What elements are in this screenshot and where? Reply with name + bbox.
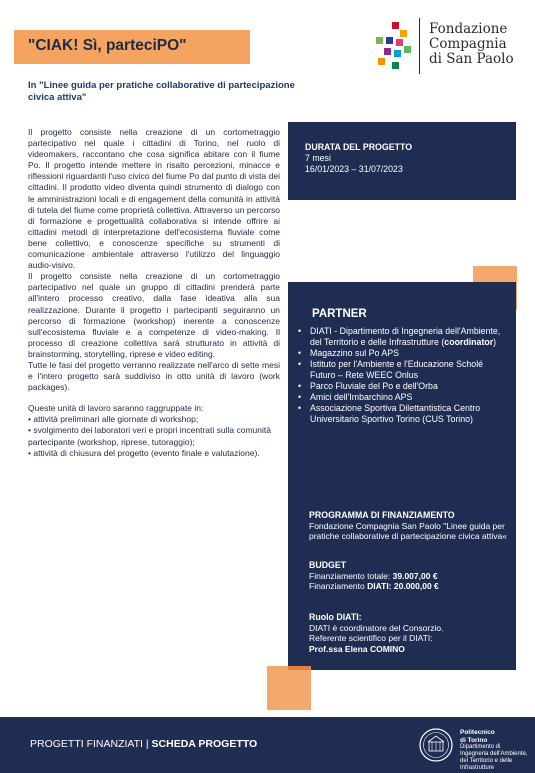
logo-line-3: di San Paolo	[429, 51, 514, 67]
partner-item: • DIATI - Dipartimento di Ingegneria dell'Ambiente, del Territorio e delle Infrastrutture (coordinator)	[296, 326, 510, 348]
logo-divider	[419, 18, 420, 74]
role-heading: Ruolo DIATI:	[309, 612, 362, 622]
footer-label: PROGETTI FINANZIATI | SCHEDA PROGETTO	[30, 738, 258, 750]
title-banner	[14, 30, 250, 64]
unit-item-4: • attività di chiusura del progetto (evento finale e valutazione).	[28, 447, 260, 458]
funding-section	[309, 510, 509, 542]
footer-bar	[0, 717, 535, 773]
duration-dates: 16/01/2023 – 31/07/2023	[305, 164, 403, 174]
role-line-2: Referente scientifico per il DIATI:	[309, 633, 433, 644]
description-paragraph-3: Tutte le fasi del progetto verranno realizzate nell'arco di sette mesi e l'intero progetto sarà suddiviso in otto unità di lavoro (work packages).	[28, 359, 280, 393]
partner-item: • Associazione Sportiva Dilettantistica Centro Universitario Sportivo Torino (CUS Torino)	[296, 403, 510, 425]
politecnico-seal-icon	[418, 727, 454, 763]
description-paragraph-1: Il progetto consiste nella creazione di un cortometraggio partecipativo nel quale i cittadini di Torino, nel ruolo di videomakers, raccontano che cosa significa abitare con il fiume Po. Il progetto intende mettere in risalto percezioni, minacce e riflessioni riguardanti l'uso civico del fiume Po dal punto di vista dei cittadini. Il prodotto video diventa quindi strumento di dialogo con le amministrazioni locali e di engagement della comunità in attività di tutela del fiume come proprietà collettiva. Attraverso un percorso di formazione e progettualità collaborativa si intende offrire ai cittadini metodi di interpretazione dell'ecosistema fluviale come bene collettivo, e conoscenze specifiche su strumenti di comunicazione ambientale attraverso l'utilizzo del linguaggio audio-visivo.	[28, 127, 280, 271]
partner-item: • Istituto per l'Ambiente e l'Educazione Scholé Futuro – Rete WEEC Onlus	[296, 359, 510, 381]
accent-square-bottom-light	[267, 666, 311, 710]
description-paragraph-2: Il progetto consiste nella creazione di un cortometraggio partecipativo nel quale un gruppo di cittadini prenderà parte all'intero processo creativo, dalla fase ideativa alla sua realizzazione. Durante il progetto i partecipanti seguiranno un percorso di formazione (workshop) inerente a conoscenze sull'ecosistema fluviale e a competenze di video-making. Il processo di creazione collettiva sarà strutturato in attività di brainstorming, storytelling, riprese e video editing.	[28, 271, 280, 359]
fondazione-logo-icon	[372, 22, 412, 72]
unit-item-3: partecipante (workshop, riprese, tutoraggio);	[28, 436, 195, 447]
budget-section	[309, 560, 509, 592]
units-intro: Queste unità di lavoro saranno raggruppate in:	[28, 403, 204, 414]
duration-heading: DURATA DEL PROGETTO	[305, 142, 413, 152]
partner-item: • Parco Fluviale del Po e dell'Orba	[296, 381, 510, 392]
duration-months: 7 mesi	[305, 153, 331, 163]
project-description	[28, 127, 280, 459]
budget-diati: Finanziamento DIATI: 20.000,00 €	[309, 581, 439, 592]
project-title: "CIAK! Sì, parteciPO"	[28, 37, 187, 54]
subtitle: In "Linee guida per pratiche collaborative di partecipazione civica attiva"	[28, 80, 295, 103]
role-section	[309, 612, 509, 654]
partner-item: • Amici dell'Imbarchino APS	[296, 392, 510, 403]
fondazione-logo-text	[429, 22, 514, 67]
unit-item-2: • svolgimento dei laboratori veri e propri incentrati sulla comunità	[28, 425, 271, 436]
logo-line-2: Compagnia	[429, 36, 507, 52]
partner-heading: PARTNER	[312, 308, 367, 320]
partner-list	[296, 326, 510, 425]
funding-text: Fondazione Compagnia San Paolo "Linee guida per pratiche collaborative di partecipazione civica attiva«	[309, 520, 507, 542]
partner-item: • Magazzino sul Po APS	[296, 348, 510, 359]
budget-total: Finanziamento totale: 39.007,00 €	[309, 570, 438, 581]
budget-heading: BUDGET	[309, 560, 347, 570]
funding-heading: PROGRAMMA DI FINANZIAMENTO	[309, 510, 455, 520]
accent-square-bottom-dark	[288, 666, 311, 670]
info-box	[288, 282, 516, 670]
duration-box	[288, 122, 516, 200]
role-contact-name: Prof.ssa Elena COMINO	[309, 643, 405, 654]
department-name: Dipartimento di Ingegneria dell'Ambiente, del Territorio e delle Infrastrutture	[460, 744, 528, 771]
unit-item-1: • attività preliminari alle giornate di workshop;	[28, 414, 199, 425]
politecnico-text: Politecnico di Torino Dipartimento di Ingegneria dell'Ambiente, del Territorio e delle Infrastrutture	[460, 729, 530, 772]
logo-line-1: Fondazione	[429, 21, 508, 37]
role-line-1: DIATI è coordinatore del Consorzio.	[309, 622, 444, 633]
